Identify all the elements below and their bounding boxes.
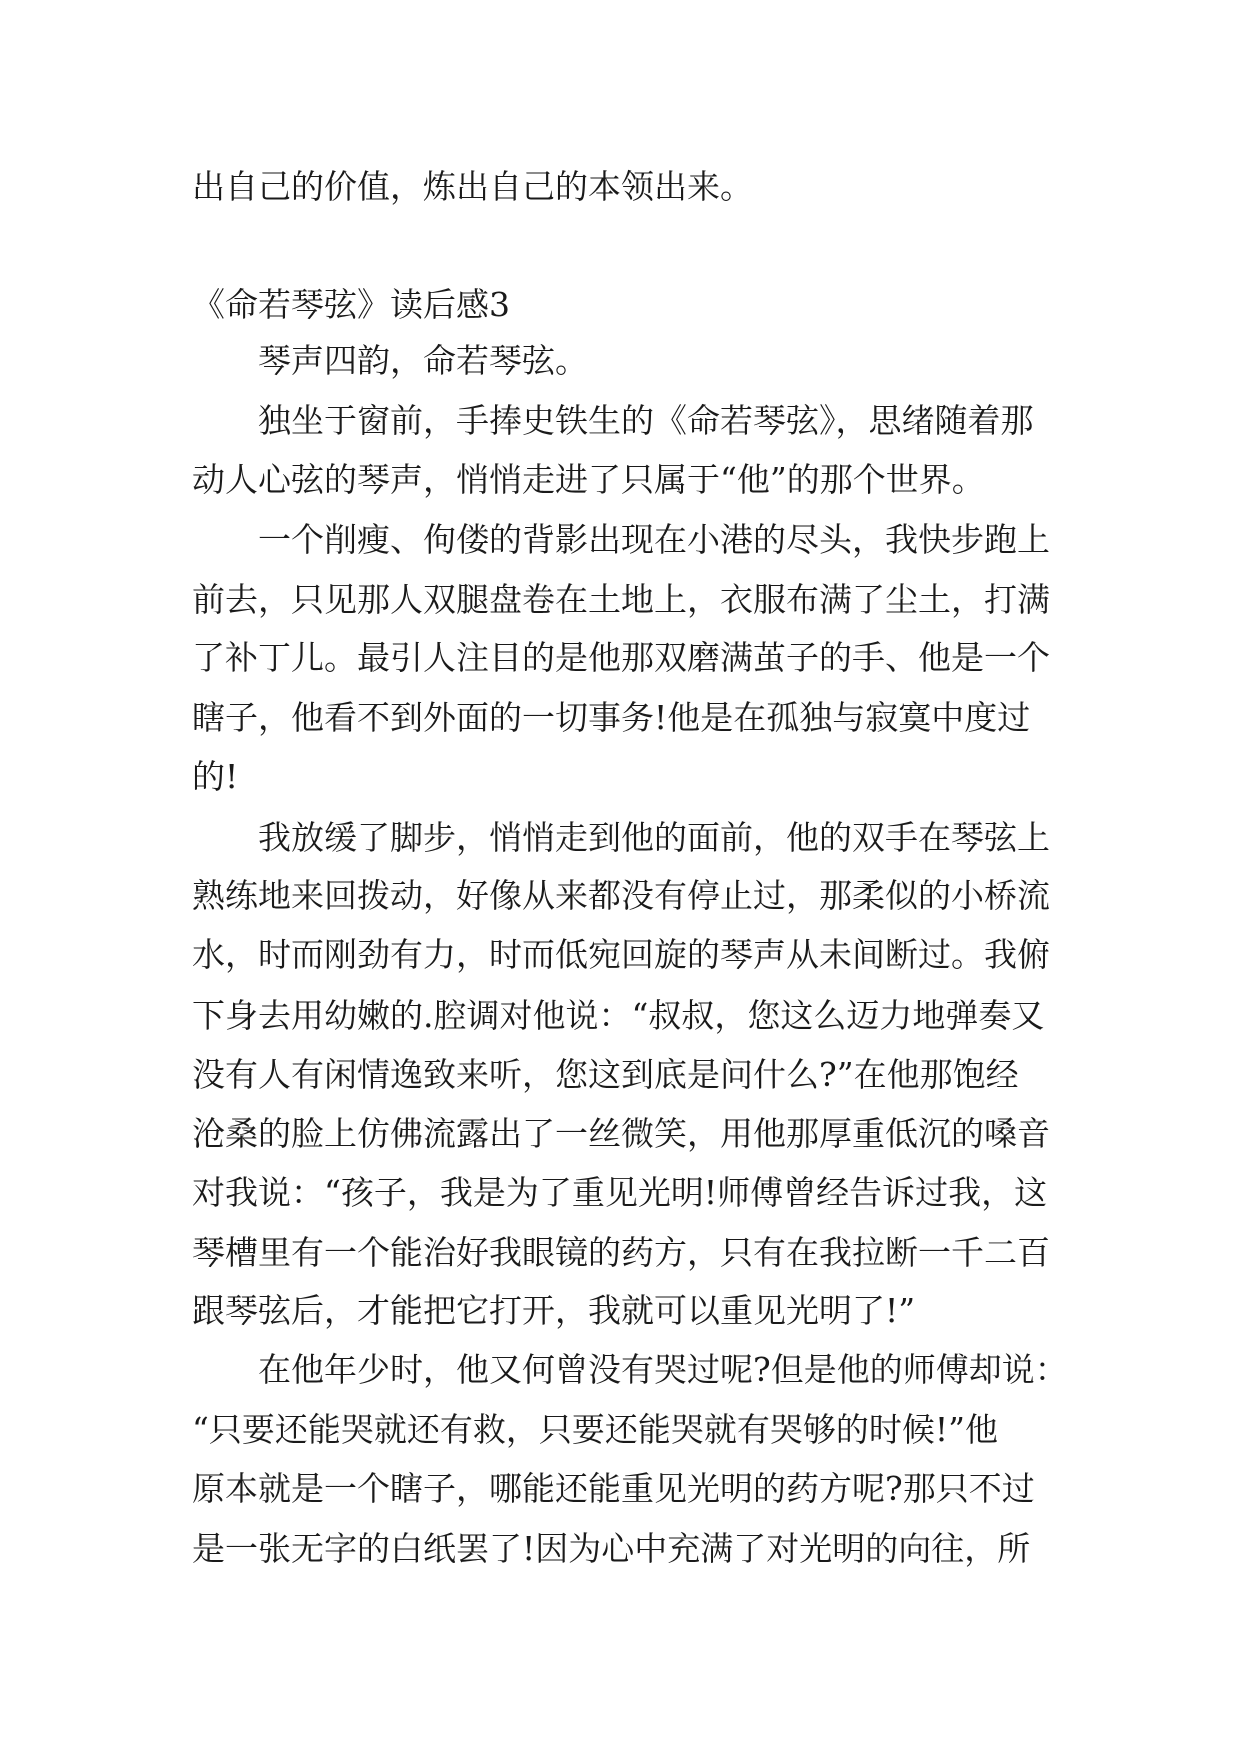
paragraph-line: 动人心弦的琴声，悄悄走进了只属于“他”的那个世界。 xyxy=(192,460,985,499)
closing-line: 出自己的价值，炼出自己的本领出来。 xyxy=(192,167,753,206)
paragraph-line: 了补丁儿。最引人注目的是他那双磨满茧子的手、他是一个 xyxy=(192,638,1050,677)
paragraph-line: 瞎子，他看不到外面的一切事务!他是在孤独与寂寞中度过 xyxy=(192,698,1031,737)
paragraph-line: 原本就是一个瞎子，哪能还能重见光明的药方呢?那只不过 xyxy=(192,1469,1035,1508)
paragraph-line: 下身去用幼嫩的.腔调对他说：“叔叔，您这么迈力地弹奏又 xyxy=(192,996,1045,1035)
section-title: 《命若琴弦》读后感3 xyxy=(192,285,510,324)
paragraph-line: 是一张无字的白纸罢了!因为心中充满了对光明的向往，所 xyxy=(192,1529,1031,1568)
paragraph-line: 跟琴弦后，才能把它打开，我就可以重见光明了!” xyxy=(192,1291,916,1330)
paragraph-line: 前去，只见那人双腿盘卷在土地上，衣服布满了尘土，打满 xyxy=(192,580,1050,619)
paragraph-line: 琴声四韵，命若琴弦。 xyxy=(258,341,588,380)
paragraph-line: 熟练地来回拨动，好像从来都没有停止过，那柔似的小桥流 xyxy=(192,876,1050,915)
paragraph-line: 沧桑的脸上仿佛流露出了一丝微笑，用他那厚重低沉的嗓音 xyxy=(192,1114,1050,1153)
paragraph-line: 水，时而刚劲有力，时而低宛回旋的琴声从未间断过。我俯 xyxy=(192,935,1050,974)
paragraph-line: “只要还能哭就还有救，只要还能哭就有哭够的时候!”他 xyxy=(192,1410,999,1449)
paragraph-line: 一个削瘦、佝偻的背影出现在小港的尽头，我快步跑上 xyxy=(258,520,1050,559)
paragraph-line: 的! xyxy=(192,757,239,796)
paragraph-line: 独坐于窗前，手捧史铁生的《命若琴弦》，思绪随着那 xyxy=(258,401,1034,440)
paragraph-line: 对我说：“孩子，我是为了重见光明!师傅曾经告诉过我，这 xyxy=(192,1173,1048,1212)
paragraph-line: 琴槽里有一个能治好我眼镜的药方，只有在我拉断一千二百 xyxy=(192,1233,1050,1272)
paragraph-line: 在他年少时，他又何曾没有哭过呢?但是他的师傅却说： xyxy=(258,1350,1068,1389)
paragraph-line: 没有人有闲情逸致来听，您这到底是问什么?”在他那饱经 xyxy=(192,1055,1019,1094)
paragraph-line: 我放缓了脚步，悄悄走到他的面前，他的双手在琴弦上 xyxy=(258,818,1050,857)
